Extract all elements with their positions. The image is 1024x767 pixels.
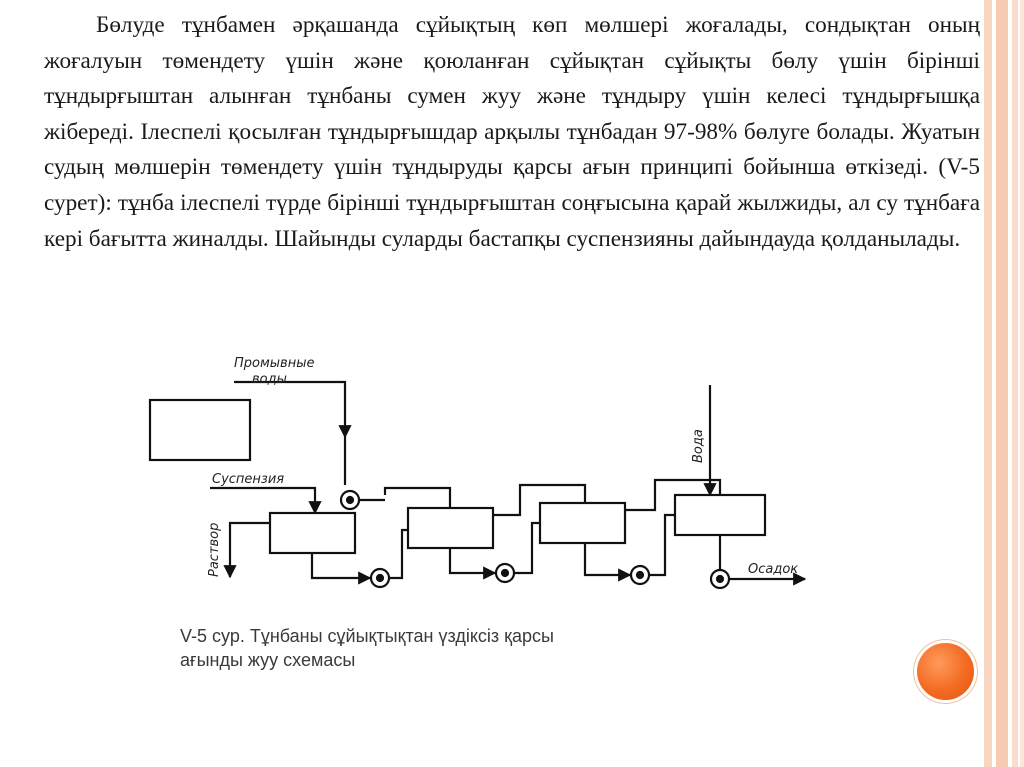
label-solution: Раствор <box>207 522 222 577</box>
decorative-border-strip <box>984 0 992 767</box>
decorative-border-strip <box>1012 0 1018 767</box>
thickener-1 <box>270 513 355 553</box>
label-wash-water: Промывные <box>234 356 315 371</box>
diagram-svg <box>140 345 840 605</box>
feed-tank <box>150 400 250 460</box>
label-wash-water-2: воды <box>252 372 287 387</box>
orange-circle-decoration <box>917 643 974 700</box>
label-sediment: Осадок <box>748 562 799 577</box>
suspension-line <box>210 488 315 513</box>
counterflow-washing-diagram <box>140 345 840 605</box>
decorative-border-strip <box>996 0 1008 767</box>
thickener-2 <box>408 508 493 548</box>
solution-line <box>230 523 270 577</box>
body-paragraph: Бөлуде тұнбамен әрқашанда сұйықтың көп мөлшері жоғалады, сондықтан оның жоғалуын төмендету үшін және қоюланған сұйықтан сұйықты бөлу үшін бірінші тұндырғыштан алынған тұнбаны сумен жуу және тұндыру үшін келесі тұндырғышқа жібереді. Ілеспелі қосылған тұндырғышдар арқылы тұнбадан 97-98% бөлуге болады. Жуатын судың мөлшерін төмендету үшін тұндыруды қарсы ағын принципі бойынша өткізеді. (V-5 сурет): тұнба ілеспелі түрде бірінші тұндырғыштан соңғысына қарай жылжиды, ал су тұнбаға кері бағытта жиналды. Шайынды суларды бастапқы суспензияны дайындауда қолданылады. <box>44 12 980 252</box>
label-suspension: Суспензия <box>212 472 285 487</box>
label-water: Вода <box>691 429 706 463</box>
decorative-border-strip <box>1020 0 1024 767</box>
figure-caption <box>180 624 700 672</box>
thickener-3 <box>540 503 625 543</box>
caption-line-1: V-5 сур. Тұнбаны сұйықтықтан үздіксіз қарсы <box>180 626 554 646</box>
caption-line-2: ағынды жуу схемасы <box>180 650 356 670</box>
thickener-4 <box>675 495 765 535</box>
